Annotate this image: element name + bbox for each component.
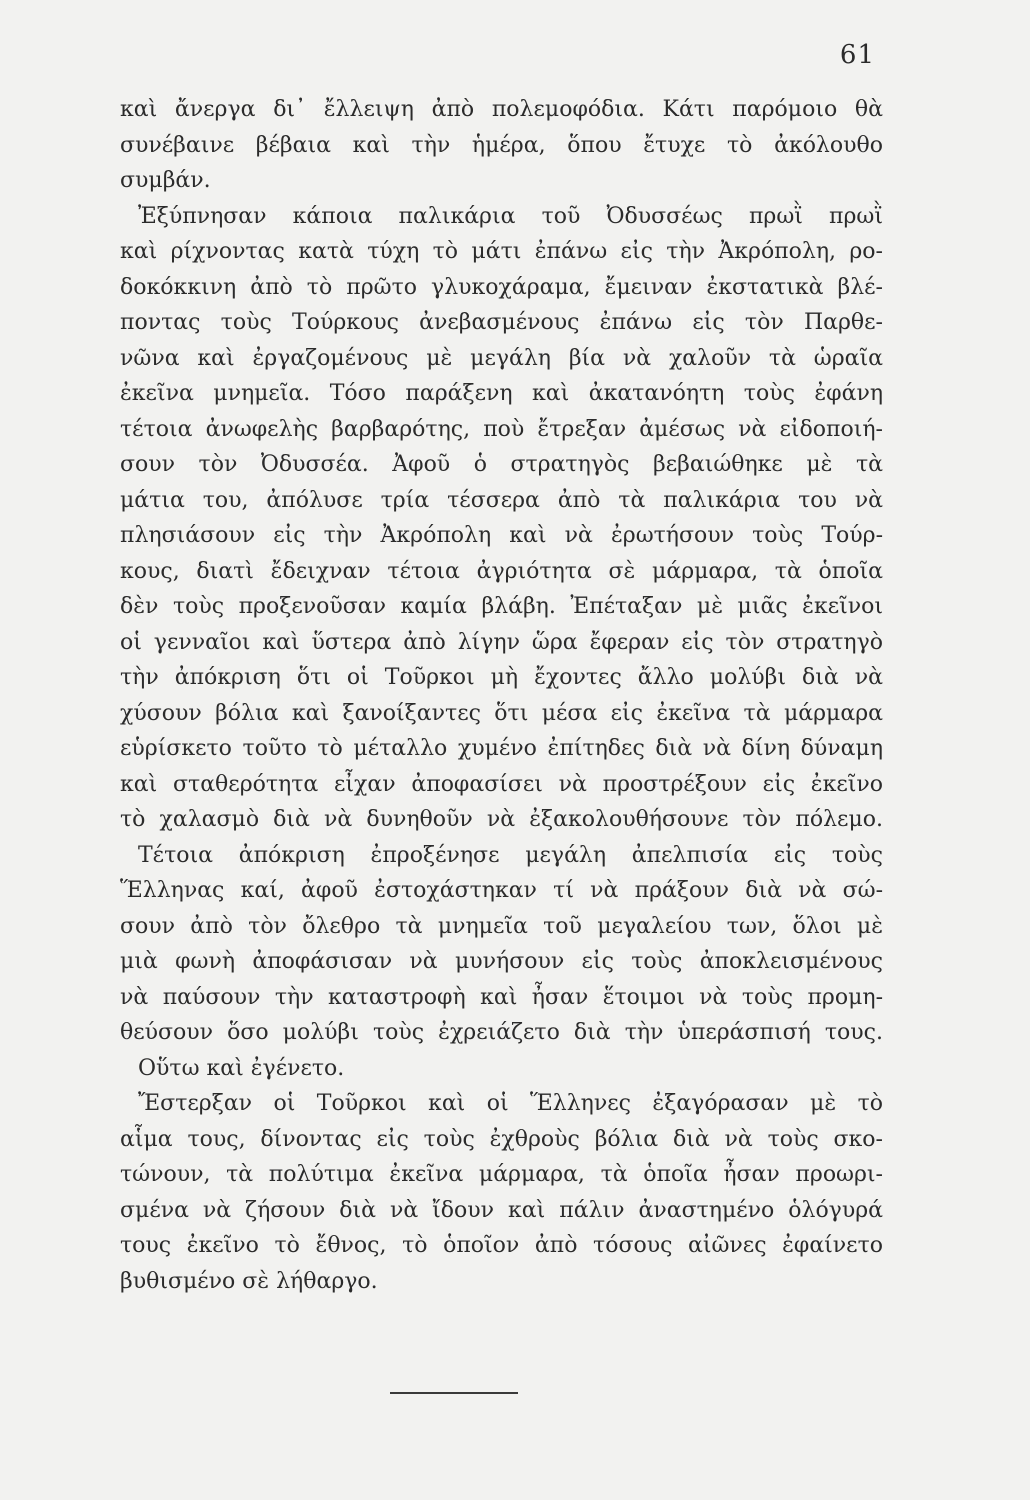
text-line: σουν τὸν Ὀδυσσέα. Ἀφοῦ ὁ στρατηγὸς βεβαιώθηκε μὲ τὰ: [120, 452, 883, 477]
text-line: Τέτοια ἀπόκριση ἐπροξένησε μεγάλη ἀπελπισία εἰς τοὺς: [138, 842, 883, 868]
text-line: οἱ γενναῖοι καὶ ὕστερα ἀπὸ λίγην ὥρα ἔφεραν εἰς τὸν στρατηγὸ: [120, 629, 883, 655]
text-line: αἷμα τους, δίνοντας εἰς τοὺς ἐχθροὺς βόλια διὰ νὰ τοὺς σκο-: [120, 1126, 883, 1152]
text-line: τὴν ἀπόκριση ὅτι οἱ Τοῦρκοι μὴ ἔχοντες ἄλλο μολύβι διὰ νὰ: [120, 665, 883, 690]
text-line: τους ἐκεῖνο τὸ ἔθνος, τὸ ὁποῖον ἀπὸ τόσους αἰῶνες ἐφαίνετο: [120, 1233, 883, 1258]
paragraph: [120, 1086, 883, 1299]
text-line: νῶνα καὶ ἐργαζομένους μὲ μεγάλη βία νὰ χαλοῦν τὰ ὡραῖα: [120, 345, 883, 371]
text-line: Ἔστερξαν οἱ Τοῦρκοι καὶ οἱ Ἕλληνες ἐξαγόρασαν μὲ τὸ: [138, 1091, 883, 1116]
text-line: νὰ παύσουν τὴν καταστροφὴ καὶ ἦσαν ἕτοιμοι νὰ τοὺς προμη-: [120, 984, 883, 1010]
text-line: καὶ σταθερότητα εἶχαν ἀποφασίσει νὰ προστρέξουν εἰς ἐκεῖνο: [120, 771, 883, 797]
text-line: σμένα νὰ ζήσουν διὰ νὰ ἴδουν καὶ πάλιν ἀναστημένο ὁλόγυρά: [120, 1197, 883, 1223]
text-line: κους, διατὶ ἔδειχναν τέτοια ἀγριότητα σὲ μάρμαρα, τὰ ὁποῖα: [120, 558, 883, 584]
text-line: βυθισμένο σὲ λήθαργο.: [120, 1268, 378, 1294]
text-line: ποντας τοὺς Τούρκους ἀνεβασμένους ἐπάνω εἰς τὸν Παρθε-: [120, 310, 883, 335]
text-line: τὸ χαλασμὸ διὰ νὰ δυνηθοῦν νὰ ἐξακολουθήσουνε τὸν πόλεμο.: [120, 807, 883, 832]
text-line: τώνουν, τὰ πολύτιμα ἐκεῖνα μάρμαρα, τὰ ὁποῖα ἦσαν προωρι-: [120, 1162, 883, 1187]
section-end-rule: [390, 1392, 518, 1394]
text-line: μιὰ φωνὴ ἀποφάσισαν νὰ μυνήσουν εἰς τοὺς ἀποκλεισμένους: [120, 949, 883, 974]
paragraph: [120, 1051, 883, 1087]
text-line: συνέβαινε βέβαια καὶ τὴν ἡμέρα, ὅπου ἔτυχε τὸ ἀκόλουθο: [120, 132, 883, 158]
text-line: ἐκεῖνα μνημεῖα. Τόσο παράξενη καὶ ἀκατανόητη τοὺς ἐφάνη: [120, 381, 883, 406]
text-line: Ἕλληνας καί, ἀφοῦ ἐστοχάστηκαν τί νὰ πράξουν διὰ νὰ σώ-: [120, 878, 883, 903]
paragraph: [120, 92, 883, 199]
page-number: 61: [839, 40, 875, 70]
text-line: Οὕτω καὶ ἐγένετο.: [138, 1055, 345, 1081]
body-text: [120, 92, 883, 1299]
text-line: Ἐξύπνησαν κάποια παλικάρια τοῦ Ὀδυσσέως πρωῒ πρωῒ: [138, 203, 883, 229]
text-line: πλησιάσουν εἰς τὴν Ἀκρόπολη καὶ νὰ ἐρωτήσουν τοὺς Τούρ-: [120, 523, 883, 548]
text-line: τέτοια ἀνωφελὴς βαρβαρότης, ποὺ ἔτρεξαν ἀμέσως νὰ εἰδοποιή-: [120, 416, 883, 442]
text-line: καὶ ἄνεργα δι᾽ ἔλλειψη ἀπὸ πολεμοφόδια. Κάτι παρόμοιο θὰ: [120, 97, 883, 122]
text-line: εὑρίσκετο τοῦτο τὸ μέταλλο χυμένο ἐπίτηδες διὰ νὰ δίνη δύναμη: [120, 736, 883, 761]
text-line: μάτια του, ἀπόλυσε τρία τέσσερα ἀπὸ τὰ παλικάρια του νὰ: [120, 487, 883, 513]
text-line: συμβάν.: [120, 168, 211, 193]
paragraph: [120, 838, 883, 1051]
text-line: χύσουν βόλια καὶ ξανοίξαντες ὅτι μέσα εἰς ἐκεῖνα τὰ μάρμαρα: [120, 700, 883, 726]
text-line: καὶ ρίχνοντας κατὰ τύχη τὸ μάτι ἐπάνω εἰς τὴν Ἀκρόπολη, ρο-: [120, 239, 883, 264]
text-line: θεύσουν ὅσο μολύβι τοὺς ἐχρειάζετο διὰ τὴν ὑπεράσπισή τους.: [120, 1020, 883, 1045]
text-line: δοκόκκινη ἀπὸ τὸ πρῶτο γλυκοχάραμα, ἔμειναν ἐκστατικὰ βλέ-: [120, 274, 883, 300]
text-line: σουν ἀπὸ τὸν ὄλεθρο τὰ μνημεῖα τοῦ μεγαλείου των, ὅλοι μὲ: [120, 913, 883, 939]
text-line: δὲν τοὺς προξενοῦσαν καμία βλάβη. Ἐπέταξαν μὲ μιᾶς ἐκεῖνοι: [120, 594, 883, 619]
paragraph: [120, 199, 883, 838]
